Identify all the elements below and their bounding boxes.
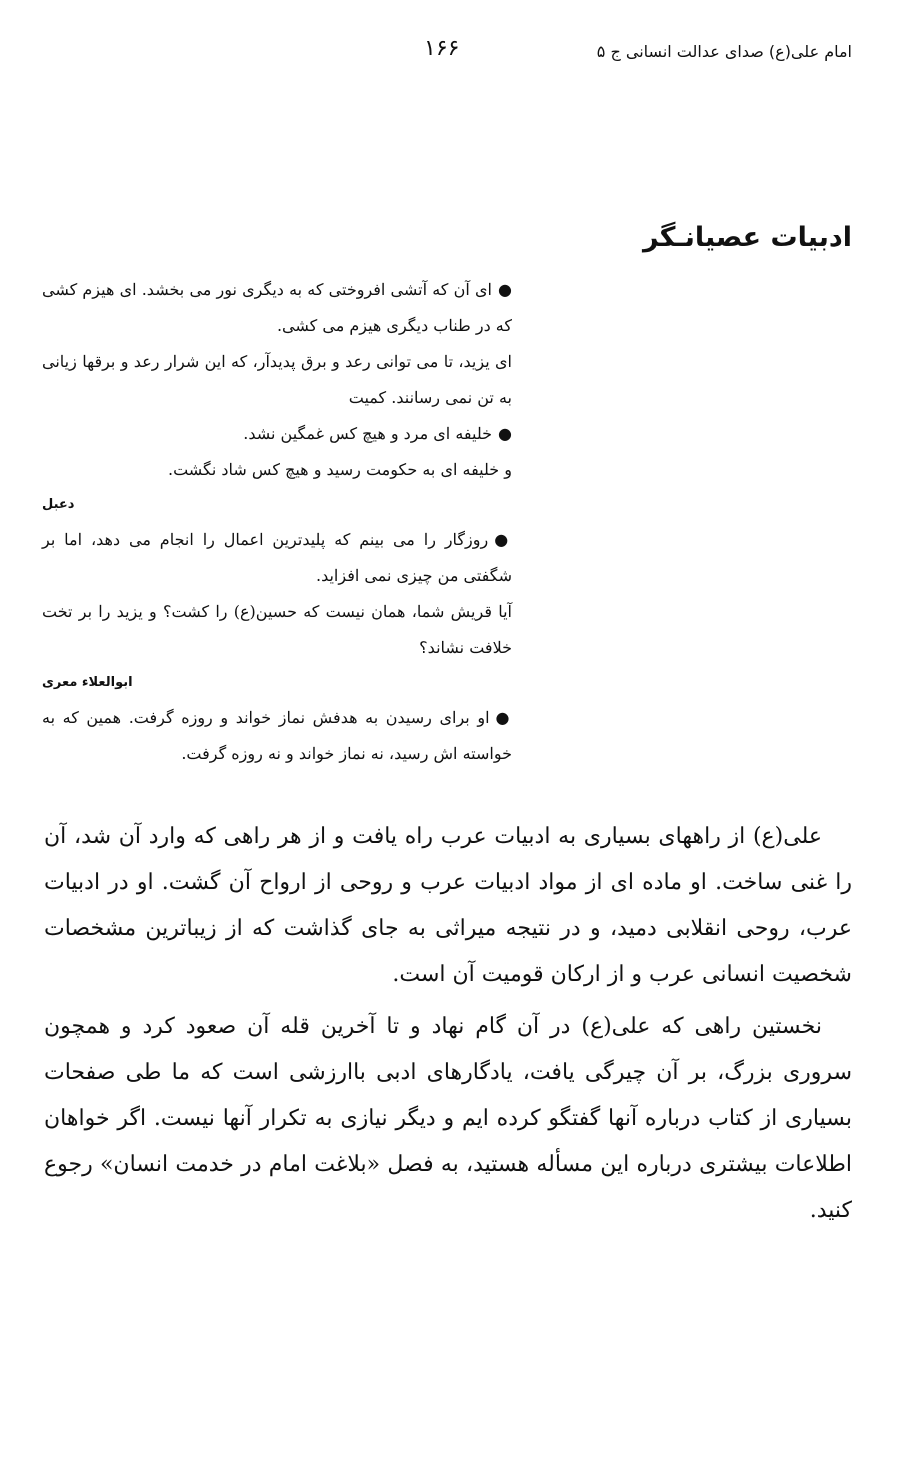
body-text — [44, 814, 852, 1240]
running-header-title: امام علی(ع) صدای عدالت انسانی ج ۵ — [596, 42, 852, 61]
quote-line: ●روزگار را می بینم که پلیدترین اعمال را انجام می دهد، اما بر شگفتی من چیزی نمی افزاید. — [42, 530, 512, 585]
quote-line: آیا قریش شما، همان نیست که حسین(ع) را کشت؟ و یزید را بر تخت خلافت نشاند؟ — [42, 602, 512, 657]
quote-1 — [42, 272, 512, 416]
quote-line: ●ای آن که آتشی افروختی که به دیگری نور می بخشد. ای هیزم کشی که در طناب دیگری هیزم می کشی. — [42, 280, 513, 335]
quote-3 — [42, 522, 512, 700]
bullet-icon: ● — [497, 280, 513, 299]
quote-line: ●او برای رسیدن به هدفش نماز خواند و روزه گرفت. همین که به خواسته اش رسید، نه نماز خواند و نه روزه گرفت. — [42, 708, 512, 763]
quote-attribution: ابوالعلاء معری — [42, 675, 133, 690]
quote-line: ●خلیفه ای مرد و هیچ کس غمگین نشد. — [243, 424, 512, 443]
page-number: ۱۶۶ — [424, 36, 460, 61]
bullet-icon: ● — [498, 424, 512, 443]
quote-line: ای یزید، تا می توانی رعد و برق پدیدآر، که این شرار رعد و برقها زیانی به تن نمی رسانند. کمیت — [42, 352, 512, 407]
bullet-icon: ● — [494, 530, 512, 549]
quote-line: و خلیفه ای به حکومت رسید و هیچ کس شاد نگشت. — [167, 460, 512, 479]
body-paragraph: علی(ع) از راههای بسیاری به ادبیات عرب راه یافت و از هر راهی که وارد آن شد، آن را غنی ساخت. او ماده ای از مواد ادبیات عرب و روحی از ارواح آن گشت. او در ادبیات عرب، روحی انقلابی دمید، و در نتیجه میراثی به جای گذاشت که از زیباترین مشخصات شخصیت انسانی عرب و از ارکان قومیت آن است. — [44, 824, 852, 987]
quote-attribution: دعبل — [42, 497, 75, 512]
body-paragraph: نخستین راهی که علی(ع) در آن گام نهاد و تا آخرین قله آن صعود کرد و همچون سروری بزرگ، بر آن چیرگی یافت، یادگارهای ادبی باارزشی است که ما طی صفحات بسیاری از کتاب درباره آنها گفتگو کرده ایم و دیگر نیازی به تکرار آنها نیست. اگر خواهان اطلاعات بیشتری درباره این مسأله هستید، به فصل «بلاغت امام در خدمت انسان» رجوع کنید. — [44, 1014, 852, 1223]
section-heading: ادبیات عصیانـگر — [642, 222, 852, 253]
quotes-block — [42, 272, 512, 772]
quote-2 — [42, 416, 512, 522]
bullet-icon: ● — [495, 708, 512, 727]
quote-4 — [42, 700, 512, 772]
